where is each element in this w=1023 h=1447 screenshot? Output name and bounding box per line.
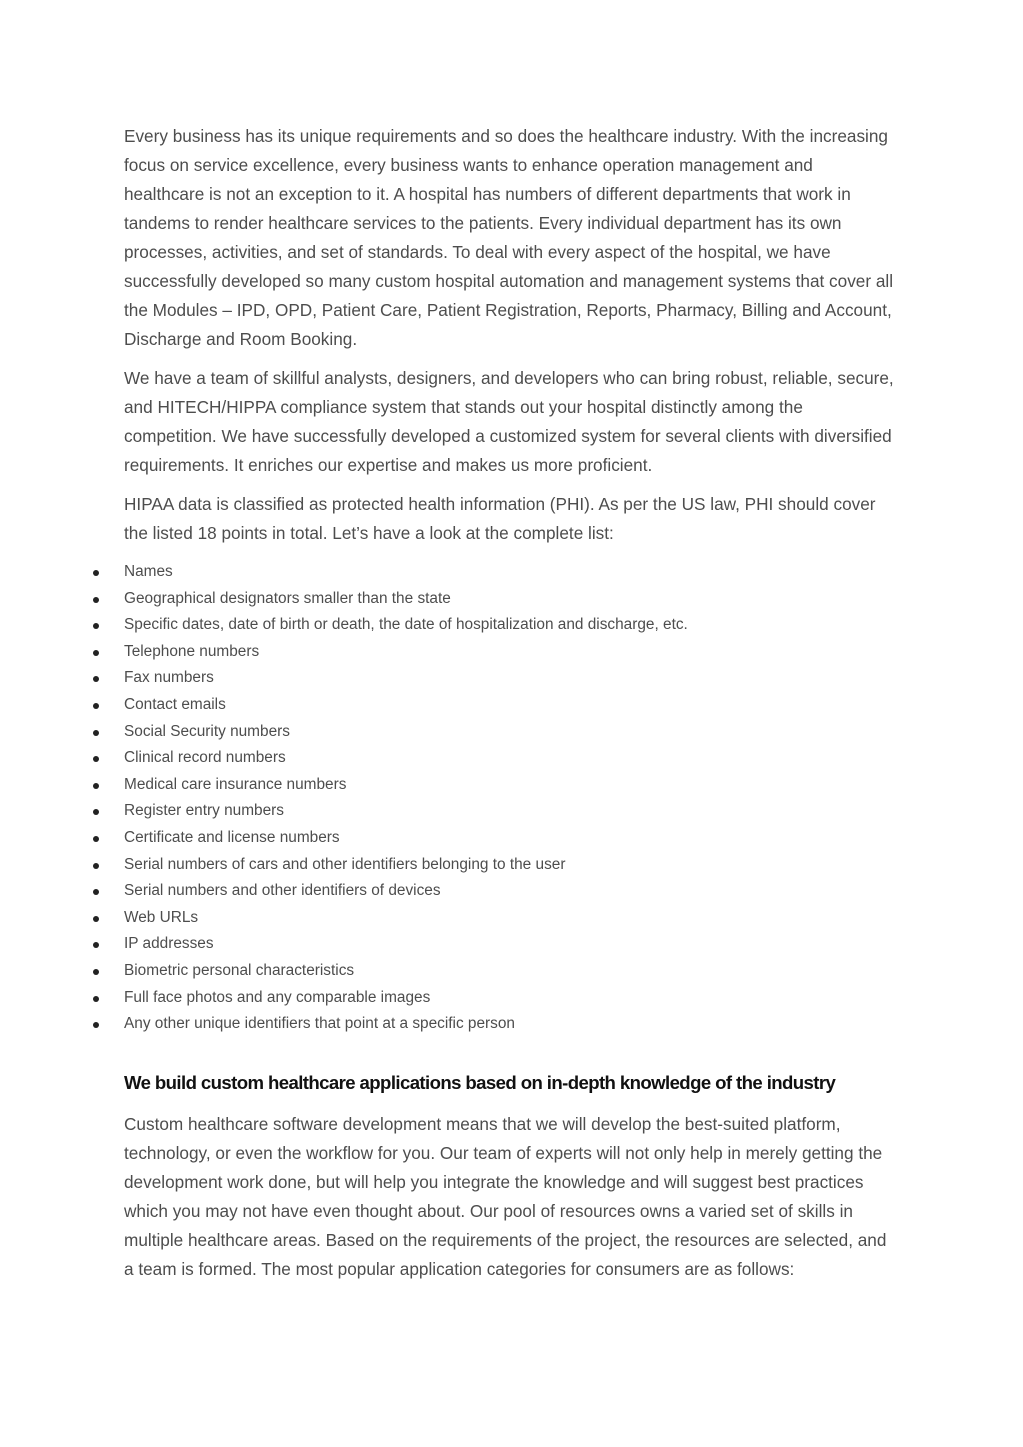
list-item-text: Contact emails — [124, 695, 226, 713]
document-content — [124, 122, 896, 1294]
list-item-text: Names — [124, 563, 173, 580]
bullet-icon — [93, 597, 99, 603]
list-item — [124, 1011, 896, 1038]
list-item-text: Register entry numbers — [124, 802, 284, 820]
bullet-icon — [93, 783, 99, 789]
bullet-icon — [93, 863, 99, 869]
list-item — [124, 559, 896, 586]
list-item — [124, 798, 896, 825]
list-item-text: Clinical record numbers — [124, 749, 286, 767]
list-item — [124, 878, 896, 905]
bullet-icon — [93, 570, 99, 576]
list-item — [124, 958, 896, 985]
list-item — [124, 931, 896, 958]
list-item-text: Social Security numbers — [124, 722, 290, 740]
list-item-text: Web URLs — [124, 908, 199, 926]
bullet-icon — [93, 836, 99, 842]
bullet-icon — [93, 730, 99, 736]
list-item-text: Telephone numbers — [124, 642, 260, 660]
section-paragraph: Custom healthcare software development means that we will develop the best-suited platform, technology, or even the workflow for you. Our team of experts will not only help in merely getting the development work done, but will help you integrate the knowledge and will suggest best practices which you may not have even thought about. Our pool of resources owns a varied set of skills in multiple healthcare areas. Based on the requirements of the project, the resources are selected, and a team is formed. The most popular application categories for consumers are as follows: — [124, 1113, 887, 1279]
bullet-icon — [93, 942, 99, 948]
intro-paragraph-1: Every business has its unique requirements and so does the healthcare industry. With the increasing focus on service excellence, every business wants to enhance operation management and healthcare is not an exception to it. A hospital has numbers of different departments that work in tandems to render healthcare services to the patients. Every individual department has its own processes, activities, and set of standards. To deal with every aspect of the hospital, we have successfully developed so many custom hospital automation and management systems that cover all the Modules – IPD, OPD, Patient Care, Patient Registration, Reports, Pharmacy, Billing and Account, Discharge and Room Booking. — [124, 126, 894, 349]
bullet-icon — [93, 889, 99, 895]
list-item-text: Geographical designators smaller than the state — [124, 589, 451, 607]
list-item-text: Full face photos and any comparable images — [124, 988, 431, 1006]
bullet-icon — [93, 996, 99, 1002]
list-item — [124, 639, 896, 666]
list-item-text: Medical care insurance numbers — [124, 775, 347, 793]
list-item-text: IP addresses — [124, 935, 214, 953]
list-item — [124, 852, 896, 879]
phi-list — [124, 559, 896, 1038]
list-item-text: Serial numbers of cars and other identifiers belonging to the user — [124, 855, 566, 873]
bullet-icon — [93, 676, 99, 682]
bullet-icon — [93, 756, 99, 762]
list-item-text: Biometric personal characteristics — [124, 961, 355, 979]
bullet-icon — [93, 650, 99, 656]
bullet-icon — [93, 703, 99, 709]
list-item-text: Fax numbers — [124, 669, 214, 687]
section-heading: We build custom healthcare applications based on in-depth knowledge of the industry — [124, 1071, 836, 1093]
list-item-text: Any other unique identifiers that point at a specific person — [124, 1015, 515, 1033]
list-item — [124, 905, 896, 932]
bullet-icon — [93, 809, 99, 815]
intro-paragraph-3: HIPAA data is classified as protected health information (PHI). As per the US law, PHI should cover the listed 18 points in total. Let’s have a look at the complete list: — [124, 494, 876, 543]
list-item — [124, 985, 896, 1012]
intro-paragraph-2: We have a team of skillful analysts, designers, and developers who can bring robust, reliable, secure, and HITECH/HIPPA compliance system that stands out your hospital distinctly among the competition. We have successfully developed a customized system for several clients with diversified requirements. It enriches our expertise and makes us more proficient. — [124, 368, 894, 475]
list-item — [124, 665, 896, 692]
list-item — [124, 825, 896, 852]
bullet-icon — [93, 1022, 99, 1028]
bullet-icon — [93, 916, 99, 922]
list-item-text: Specific dates, date of birth or death, the date of hospitalization and discharge, etc. — [124, 616, 688, 634]
list-item-text: Certificate and license numbers — [124, 828, 340, 846]
list-item — [124, 719, 896, 746]
bullet-icon — [93, 969, 99, 975]
list-item-text: Serial numbers and other identifiers of devices — [124, 882, 441, 900]
list-item — [124, 692, 896, 719]
bullet-icon — [93, 623, 99, 629]
list-item — [124, 745, 896, 772]
list-item — [124, 612, 896, 639]
list-item — [124, 772, 896, 799]
list-item — [124, 586, 896, 613]
